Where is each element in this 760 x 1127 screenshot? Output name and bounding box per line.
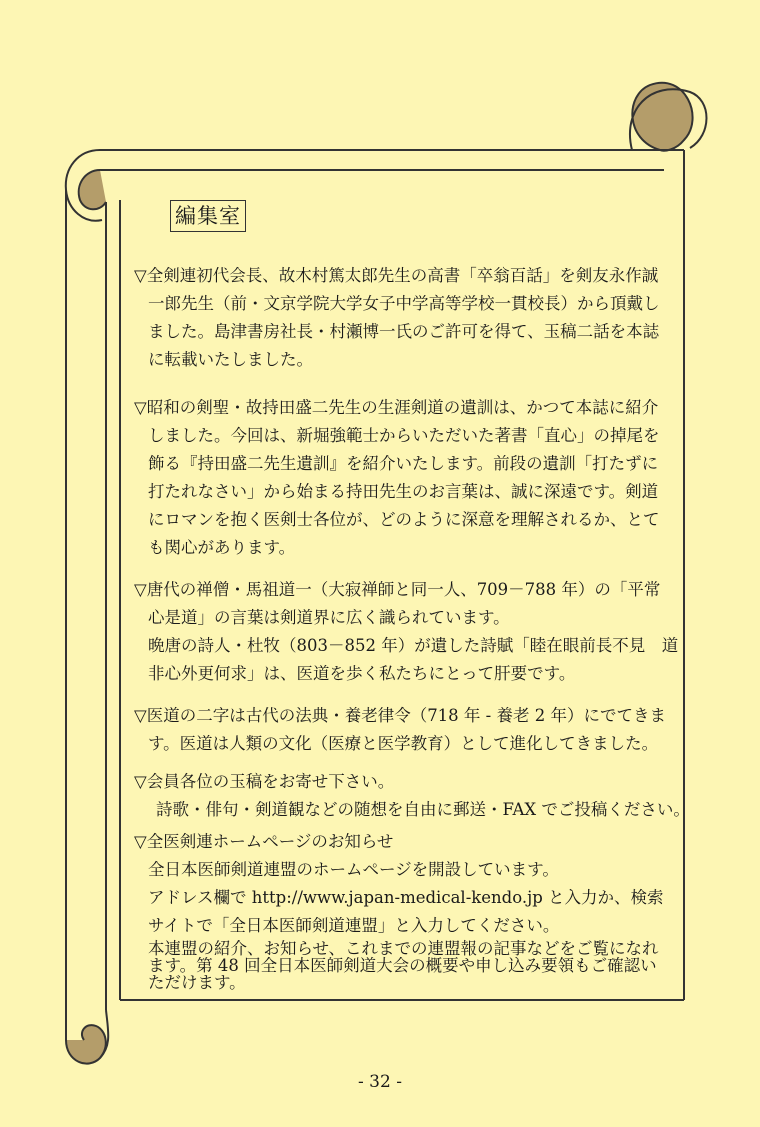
section-baso [134, 576, 679, 688]
text-line: 非心外更何求」は、医道を歩く私たちにとって肝要です。 [148, 664, 576, 683]
text-line: 飾る『持田盛二先生遺訓』を紹介いたします。前段の遺訓「打たずに [148, 454, 659, 473]
text-line: しました。今回は、新堀強範士からいただいた著書「直心」の掉尾を [148, 426, 660, 445]
text-line: サイトで「全日本医師剣道連盟」と入力してください。 [148, 916, 560, 935]
text-line: 打たれなさい」から始まる持田先生のお言葉は、誠に深遠です。剣道 [148, 482, 659, 501]
section-homepage [134, 828, 674, 991]
text-line: ▽医道の二字は古代の法典・養老律令（718 年 - 養老 2 年）にでてきま [134, 706, 666, 725]
text-line: に転載いたしました。 [148, 350, 313, 369]
text-line: 全日本医師剣道連盟のホームページを開設しています。 [148, 860, 559, 879]
text-line: す。医道は人類の文化（医療と医学教育）として進化してきました。 [148, 734, 659, 753]
text-line: 一郎先生（前・文京学院大学女子中学高等学校一貫校長）から頂戴し [148, 294, 660, 313]
text-line: ました。島津書房社長・村瀬博一氏のご許可を得て、玉稿二話を本誌 [148, 322, 660, 341]
text-line: 詩歌・俳句・剣道観などの随想を自由に郵送・FAX でご投稿ください。 [156, 800, 690, 819]
text-line: ▽全医剣連ホームページのお知らせ [134, 832, 394, 851]
text-line: 本連盟の紹介、お知らせ、これまでの連盟報の記事などをご覧になれ [148, 939, 659, 958]
text-line: 心是道」の言葉は剣道界に広く識られています。 [148, 608, 510, 627]
text-line: も関心があります。 [148, 538, 296, 557]
text-line: ▽会員各位の玉稿をお寄せ下さい。 [134, 772, 395, 791]
text-line: ただけます。 [148, 973, 246, 992]
text-line: ▽全剣連初代会長、故木村篤太郎先生の高書「卒翁百話」を剣友永作誠 [134, 266, 659, 285]
section-submissions [134, 768, 690, 824]
text-line: ます。第 48 回全日本医師剣道大会の概要や申し込み要領もご確認い [148, 956, 657, 975]
section-ido [134, 702, 674, 758]
scroll-curl-top-right [632, 83, 692, 151]
text-line: にロマンを抱く医剣士各位が、どのように深意を理解されるか、とて [148, 510, 660, 529]
section-mochida [134, 394, 674, 562]
text-line: ▽唐代の禅僧・馬祖道一（大寂禅師と同一人、709－788 年）の「平常 [134, 580, 661, 599]
text-line: アドレス欄で http://www.japan-medical-kendo.jp と入力か、検索 [148, 888, 664, 907]
scroll-curl-top-left [79, 170, 106, 209]
text-line: ▽昭和の剣聖・故持田盛二先生の生涯剣道の遺訓は、かつて本誌に紹介 [134, 398, 659, 417]
section-kimura [134, 262, 674, 374]
page-number: - 32 - [358, 1072, 402, 1092]
page-heading: 編集室 [170, 200, 246, 232]
text-line: 晩唐の詩人・杜牧（803－852 年）が遺した詩賦「睦在眼前長不見 道 [148, 636, 679, 655]
